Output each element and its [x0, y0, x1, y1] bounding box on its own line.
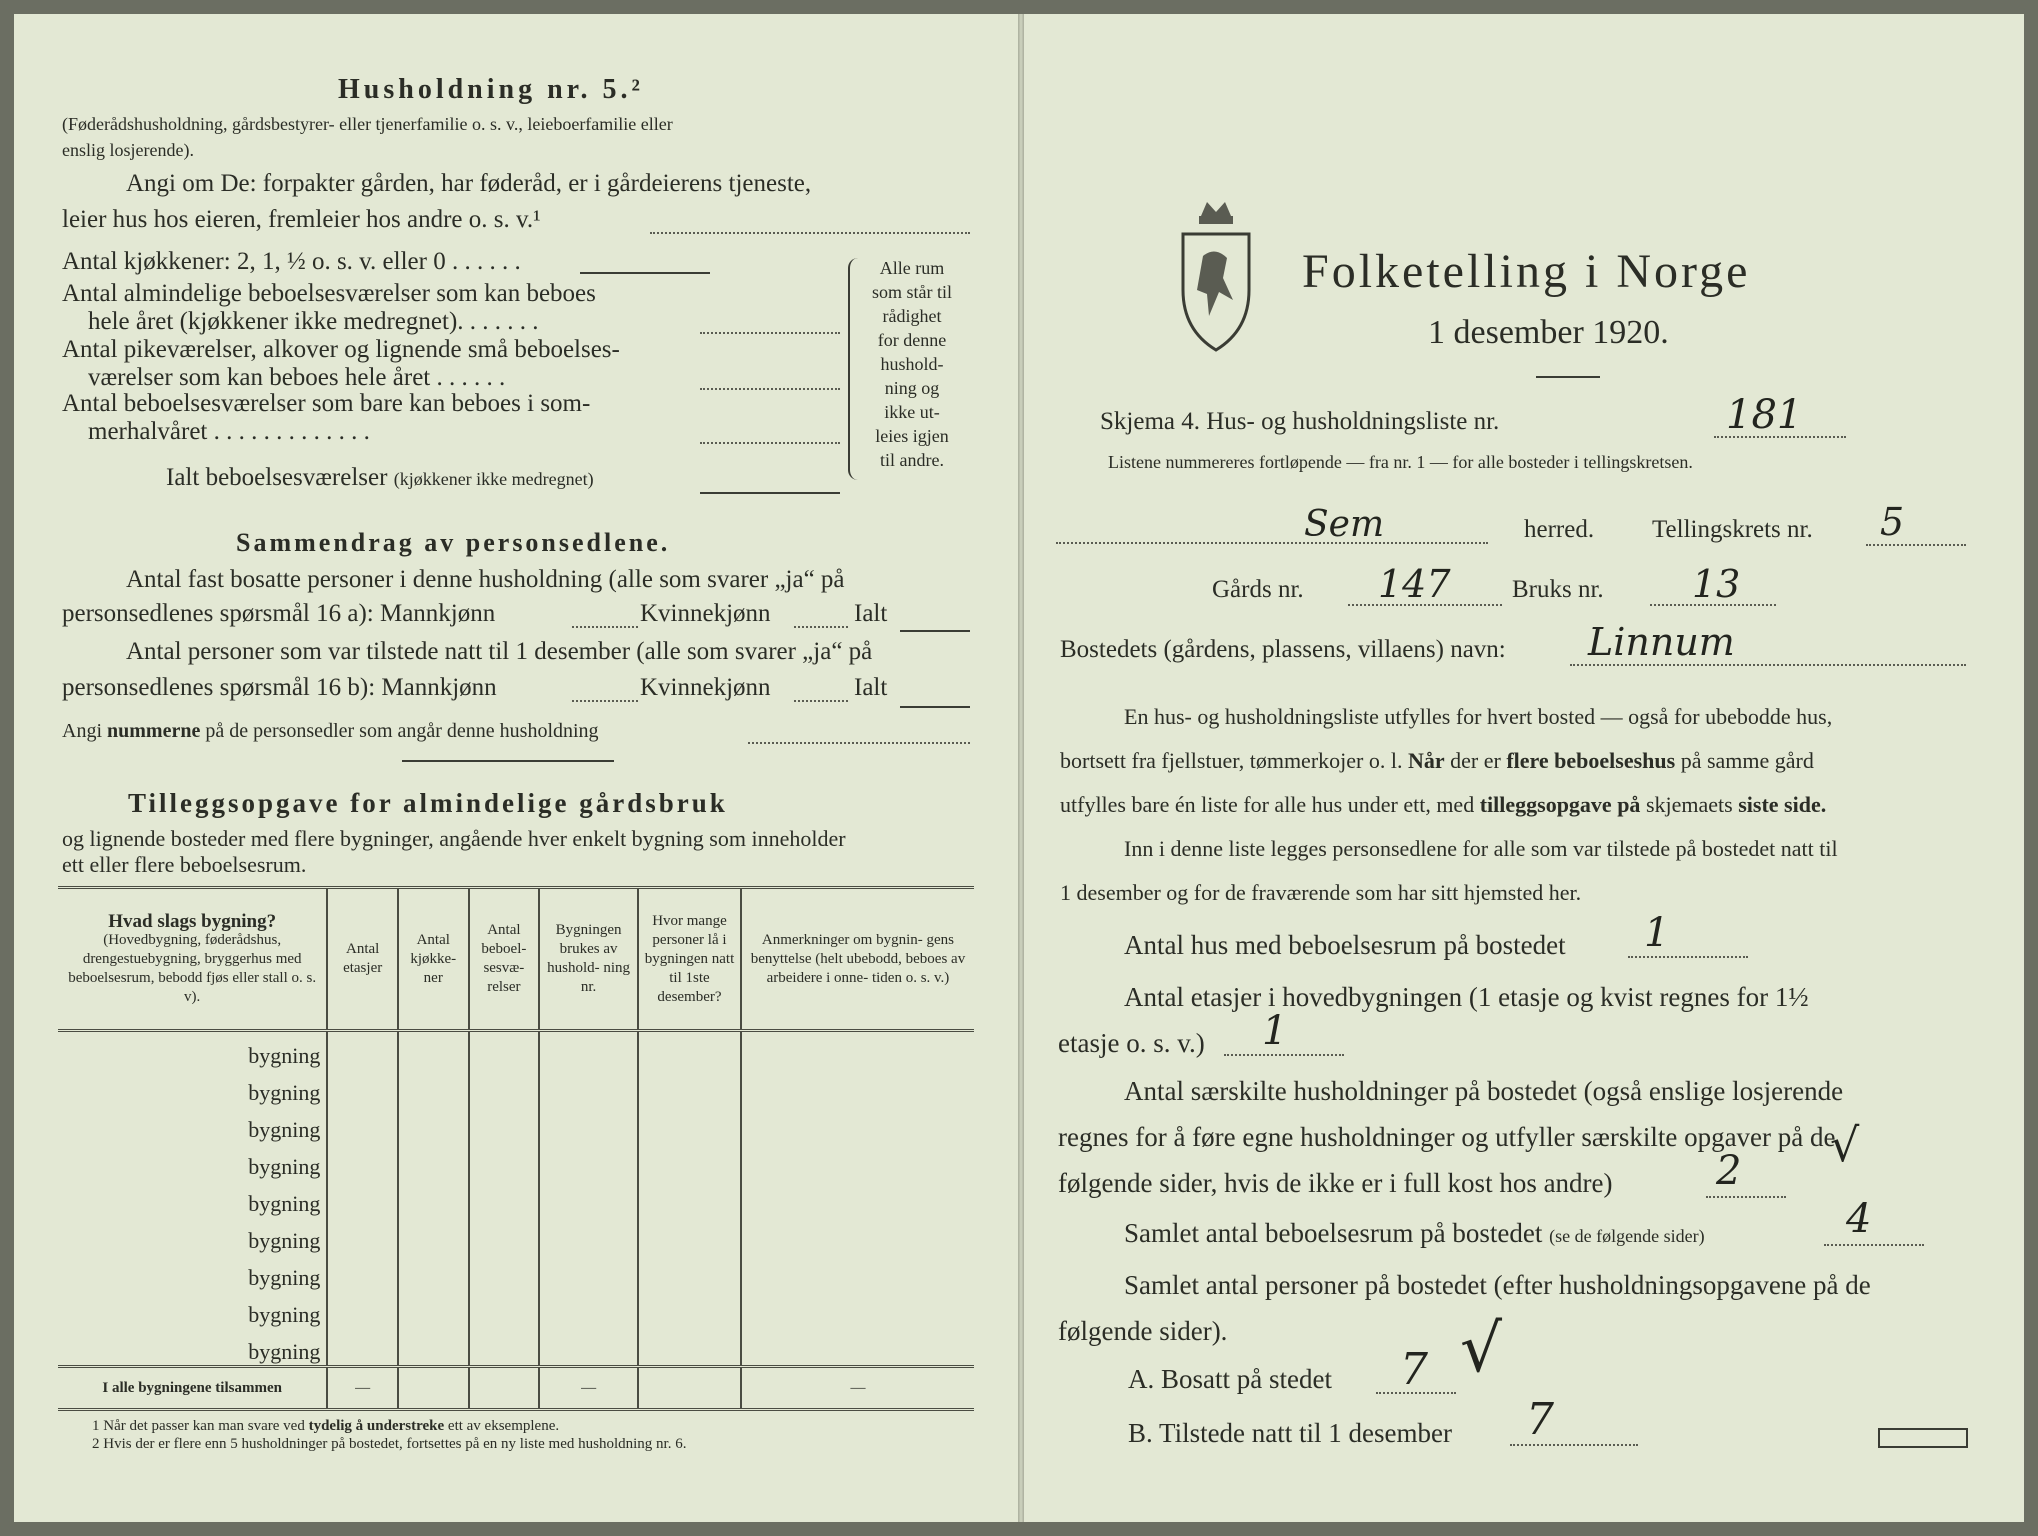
summary-residents-total-label: Ialt — [854, 600, 888, 627]
building-row-label: bygning — [248, 1154, 321, 1179]
household-cell[interactable] — [539, 1254, 638, 1291]
rooms-ordinary-label-2: hele året (kjøkkener ikke medregnet). . . . . . . — [88, 308, 539, 335]
household-cell[interactable] — [539, 1143, 638, 1180]
herred-field — [1056, 542, 1488, 544]
q-floors-line1: Antal etasjer i hovedbygningen (1 etasje og kvist regnes for 1½ — [1124, 982, 1809, 1012]
building-row — [58, 1254, 974, 1291]
list-number-field — [1714, 436, 1846, 438]
rooms-maid-label-1: Antal pikeværelser, alkover og lignende små beboelses- — [62, 336, 620, 363]
bruks-label: Bruks nr. — [1512, 576, 1604, 603]
section-divider — [402, 760, 614, 762]
footnote-1 — [92, 1418, 559, 1435]
rooms-maid-label-2: værelser som kan beboes hele året . . . . . . — [88, 364, 506, 391]
total-remarks: — — [741, 1367, 974, 1410]
rooms-cell[interactable] — [469, 1106, 540, 1143]
gards-label: Gårds nr. — [1212, 576, 1304, 603]
kitchens-cell[interactable] — [398, 1217, 469, 1254]
remarks-cell[interactable] — [741, 1254, 974, 1291]
para1-line3-bold: tilleggsopgave på — [1479, 792, 1641, 817]
list-number-value[interactable]: 181 — [1726, 392, 1803, 438]
building-row-label: bygning — [248, 1191, 321, 1216]
resident-value[interactable]: 7 — [1400, 1344, 1428, 1395]
title-divider — [1536, 376, 1600, 378]
kitchens-cell[interactable] — [398, 1106, 469, 1143]
summary-present-line2: personsedlenes spørsmål 16 b): Mannkjønn — [62, 674, 497, 701]
footnote-1-pre: 1 Når det passer kan man svare ved — [92, 1418, 305, 1434]
brace-note-line: for denne — [877, 330, 947, 350]
census-date: 1 desember 1920. — [1428, 314, 1669, 351]
listene-note: Listene nummereres fortløpende — fra nr. 1 — for alle bosteder i tellingskretsen. — [1108, 452, 1693, 472]
q-floors-field — [1224, 1054, 1344, 1056]
building-type-cell[interactable] — [58, 1217, 327, 1254]
brace-note-line: som står til — [872, 282, 952, 302]
angi-numbers-line — [62, 720, 599, 743]
kitchens-cell[interactable] — [398, 1031, 469, 1070]
q-households-line2: regnes for å føre egne husholdninger og utfyller særskilte opgaver på de — [1058, 1122, 1836, 1152]
header-kitchens: Antal kjøkke- ner — [398, 888, 469, 1031]
brace-note-line: til andre. — [880, 450, 944, 470]
household-cell[interactable] — [539, 1291, 638, 1328]
present-value[interactable]: 7 — [1526, 1394, 1554, 1445]
persons-cell[interactable] — [638, 1143, 741, 1180]
tillegg-line1: og lignende bosteder med flere bygninger, angående hver enkelt bygning som inneholder — [62, 826, 846, 851]
q-households-check: √ — [1830, 1118, 1860, 1172]
remarks-cell[interactable] — [741, 1069, 974, 1106]
header-floors: Antal etasjer — [327, 888, 398, 1031]
para1-line2-post: på samme gård — [1680, 748, 1814, 773]
floors-cell[interactable] — [327, 1031, 398, 1070]
persons-cell[interactable] — [638, 1106, 741, 1143]
header-rooms: Antal beboel- sesvæ- relser — [469, 888, 540, 1031]
brace-note-line: rådighet — [882, 306, 942, 326]
bosted-field — [1570, 664, 1966, 666]
rooms-cell[interactable] — [469, 1254, 540, 1291]
resident-check: √ — [1460, 1310, 1503, 1387]
para1-line3 — [1060, 792, 1826, 818]
footnote-1-bold: tydelig å understreke — [308, 1418, 445, 1434]
summary-title: Sammendrag av personsedlene. — [236, 528, 671, 557]
building-row — [58, 1328, 974, 1367]
angi-line2: leier hus hos eieren, fremleier hos andre o. s. v.¹ — [62, 206, 541, 233]
household-cell[interactable] — [539, 1180, 638, 1217]
bosted-label: Bostedets (gårdens, plassens, villaens) navn: — [1060, 636, 1506, 663]
building-type-cell[interactable] — [58, 1291, 327, 1328]
rooms-summer-label-2: merhalvåret . . . . . . . . . . . . . — [88, 418, 370, 445]
building-row — [58, 1069, 974, 1106]
header-remarks: Anmerkninger om bygnin- gens benyttelse (helt ubebodd, beboes av arbeidere i onne- tiden o. s. v.) — [741, 888, 974, 1031]
building-row-label: bygning — [248, 1302, 321, 1327]
building-row — [58, 1217, 974, 1254]
rooms-total-label — [166, 464, 594, 492]
building-row-label: bygning — [248, 1339, 321, 1364]
persons-cell[interactable] — [638, 1180, 741, 1217]
gards-value[interactable]: 147 — [1378, 562, 1451, 606]
brace-note-line: Alle rum — [879, 258, 945, 278]
para1-line3-mid: skjemaets — [1645, 792, 1733, 817]
kitchens-cell[interactable] — [398, 1254, 469, 1291]
persons-cell[interactable] — [638, 1291, 741, 1328]
coat-of-arms-icon — [1175, 198, 1257, 358]
household-cell[interactable] — [539, 1328, 638, 1367]
gards-field — [1348, 604, 1502, 606]
q-persons-line2: følgende sider). — [1058, 1316, 1228, 1346]
resident-field — [1376, 1392, 1456, 1394]
angi-fill-line[interactable] — [650, 232, 970, 234]
kitchens-cell[interactable] — [398, 1328, 469, 1367]
rooms-total-field[interactable] — [700, 492, 840, 494]
document-title: Folketelling i Norge — [1302, 245, 1751, 298]
rooms-cell[interactable] — [469, 1291, 540, 1328]
q-houses-field — [1628, 956, 1748, 958]
summary-residents-male-field[interactable] — [572, 626, 638, 628]
kitchens-cell[interactable] — [398, 1143, 469, 1180]
persons-cell[interactable] — [638, 1069, 741, 1106]
header-building-type-sub: (Hovedbygning, føderådshus, drengestuebygning, bryggerhus med beboelsesrum, bebodd fjøs eller stall o. s. v). — [68, 931, 317, 1005]
header-persons: Hvor mange personer lå i bygningen natt til 1ste desember? — [638, 888, 741, 1031]
present-field — [1510, 1444, 1638, 1446]
q-rooms-field — [1824, 1244, 1924, 1246]
remarks-cell[interactable] — [741, 1291, 974, 1328]
rooms-total-text: Ialt beboelsesværelser — [166, 464, 388, 491]
angi-numbers-post: på de personsedler som angår denne husholdning — [205, 720, 599, 742]
para2-line1: Inn i denne liste legges personsedlene for alle som var tilstede på bostedet natt til — [1124, 836, 1838, 861]
kitchens-cell[interactable] — [398, 1291, 469, 1328]
para1-line2 — [1060, 748, 1814, 774]
para1-line2-mid: der er — [1450, 748, 1501, 773]
bruks-field — [1650, 604, 1776, 606]
rooms-ordinary-label-1: Antal almindelige beboelsesværelser som kan beboes — [62, 280, 596, 307]
resident-label: A. Bosatt på stedet — [1128, 1364, 1332, 1394]
building-row — [58, 1106, 974, 1143]
building-row — [58, 1180, 974, 1217]
building-row — [58, 1291, 974, 1328]
household-note-line2: enslig losjerende). — [62, 140, 194, 160]
household-cell[interactable] — [539, 1217, 638, 1254]
remarks-cell[interactable] — [741, 1328, 974, 1367]
header-building-type-title: Hvad slags bygning? — [108, 910, 277, 932]
q-households-field — [1706, 1196, 1786, 1198]
floors-cell[interactable] — [327, 1254, 398, 1291]
building-row-label: bygning — [248, 1080, 321, 1105]
rooms-maid-field[interactable] — [700, 388, 840, 390]
remarks-cell[interactable] — [741, 1180, 974, 1217]
tellingskrets-label: Tellingskrets nr. — [1652, 516, 1813, 543]
rooms-cell[interactable] — [469, 1180, 540, 1217]
building-table — [58, 886, 974, 1411]
summary-residents-line2: personsedlenes spørsmål 16 a): Mannkjønn — [62, 600, 496, 627]
angi-numbers-field[interactable] — [748, 742, 970, 744]
building-row — [58, 1143, 974, 1180]
building-row-label: bygning — [248, 1228, 321, 1253]
q-floors-line2: etasje o. s. v.) — [1058, 1028, 1205, 1058]
rooms-kitchens-field[interactable] — [580, 272, 710, 274]
summary-residents-female-field[interactable] — [794, 626, 848, 628]
building-type-cell[interactable] — [58, 1180, 327, 1217]
bosted-value[interactable]: Linnum — [1588, 620, 1735, 664]
angi-numbers-bold: nummerne — [107, 720, 201, 742]
remarks-cell[interactable] — [741, 1143, 974, 1180]
building-total-row — [58, 1367, 974, 1410]
total-persons[interactable] — [638, 1367, 741, 1410]
building-type-cell[interactable] — [58, 1106, 327, 1143]
rooms-cell[interactable] — [469, 1143, 540, 1180]
floors-cell[interactable] — [327, 1069, 398, 1106]
summary-residents-line1: Antal fast bosatte personer i denne husholdning (alle som svarer „ja“ på — [126, 566, 845, 593]
angi-numbers-pre: Angi — [62, 720, 102, 742]
q-households-value[interactable]: 2 — [1716, 1148, 1742, 1194]
herred-value[interactable]: Sem — [1304, 504, 1385, 545]
remarks-cell[interactable] — [741, 1106, 974, 1143]
total-rooms[interactable] — [469, 1367, 540, 1410]
building-type-cell[interactable] — [58, 1069, 327, 1106]
para1-line2-bold1: Når — [1407, 748, 1445, 773]
q-persons-line1: Samlet antal personer på bostedet (efter husholdningsopgavene på de — [1124, 1270, 1871, 1300]
tillegg-line2: ett eller flere beboelsesrum. — [62, 852, 307, 877]
q-floors-value[interactable]: 1 — [1262, 1008, 1288, 1054]
persons-cell[interactable] — [638, 1254, 741, 1291]
floors-cell[interactable] — [327, 1328, 398, 1367]
household-cell[interactable] — [539, 1106, 638, 1143]
summary-residents-female-label: Kvinnekjønn — [640, 600, 771, 627]
total-label: I alle bygningene tilsammen — [58, 1367, 327, 1410]
summary-present-total-label: Ialt — [854, 674, 888, 701]
angi-line1: Angi om De: forpakter gården, har føderåd, er i gårdeierens tjeneste, — [126, 170, 812, 197]
household-title: Husholdning nr. 5.² — [338, 74, 644, 105]
summary-present-female-label: Kvinnekjønn — [640, 674, 771, 701]
q-households-line1: Antal særskilte husholdninger på bostedet (også enslige losjerende — [1124, 1076, 1844, 1106]
rooms-cell[interactable] — [469, 1069, 540, 1106]
persons-cell[interactable] — [638, 1328, 741, 1367]
bruks-value[interactable]: 13 — [1692, 562, 1741, 606]
floors-cell[interactable] — [327, 1143, 398, 1180]
present-label: B. Tilstede natt til 1 desember — [1128, 1418, 1452, 1448]
q-rooms-value[interactable]: 4 — [1846, 1196, 1872, 1242]
building-rows — [58, 1031, 974, 1367]
rooms-summer-field[interactable] — [700, 442, 840, 444]
summary-present-line1: Antal personer som var tilstede natt til 1 desember (alle som svarer „ja“ på — [126, 638, 873, 665]
para2-line2: 1 desember og for de fraværende som har sitt hjemsted her. — [1060, 880, 1582, 905]
page-fold — [1018, 14, 1024, 1522]
q-rooms-text: Samlet antal beboelsesrum på bostedet — [1124, 1218, 1543, 1248]
floors-cell[interactable] — [327, 1291, 398, 1328]
q-households-line3: følgende sider, hvis de ikke er i full kost hos andre) — [1058, 1168, 1613, 1198]
q-rooms-label — [1124, 1218, 1705, 1249]
para1-line3-bold2: siste side. — [1738, 792, 1827, 817]
header-household-no: Bygningen brukes av hushold- ning nr. — [539, 888, 638, 1031]
para1-line1: En hus- og husholdningsliste utfylles for hvert bosted — også for ubebodde hus, — [1124, 704, 1833, 729]
brace-note-line: hushold- — [880, 354, 944, 374]
floors-cell[interactable] — [327, 1180, 398, 1217]
total-household: — — [539, 1367, 638, 1410]
brace-note-line: ning og — [884, 378, 940, 398]
brace-note-line: leies igjen — [875, 426, 949, 446]
building-type-cell[interactable] — [58, 1254, 327, 1291]
footnote-2: 2 Hvis der er flere enn 5 husholdninger på bostedet, fortsettes på en ny liste med husholdning nr. 6. — [92, 1436, 687, 1452]
total-floors: — — [327, 1367, 398, 1410]
q-houses-label: Antal hus med beboelsesrum på bostedet — [1124, 930, 1566, 960]
kitchens-cell[interactable] — [398, 1180, 469, 1217]
rooms-cell[interactable] — [469, 1328, 540, 1367]
building-row — [58, 1031, 974, 1070]
header-building-type — [58, 888, 327, 1031]
rooms-cell[interactable] — [469, 1217, 540, 1254]
remarks-cell[interactable] — [741, 1031, 974, 1070]
building-row-label: bygning — [248, 1043, 321, 1068]
rooms-kitchens-label: Antal kjøkkener: 2, 1, ½ o. s. v. eller 0 . . . . . . — [62, 248, 521, 275]
building-type-cell[interactable] — [58, 1328, 327, 1367]
summary-residents-total-field[interactable] — [900, 630, 970, 632]
para1-line2-bold2: flere beboelseshus — [1506, 748, 1676, 773]
tellingskrets-field — [1866, 544, 1966, 546]
skjema-label: Skjema 4. Hus- og husholdningsliste nr. — [1100, 408, 1500, 435]
building-row-label: bygning — [248, 1265, 321, 1290]
rooms-total-note: (kjøkkener ikke medregnet) — [393, 469, 594, 489]
q-rooms-note: (se de følgende sider) — [1549, 1226, 1705, 1246]
herred-label: herred. — [1524, 516, 1595, 543]
floors-cell[interactable] — [327, 1217, 398, 1254]
para1-line2-pre: bortsett fra fjellstuer, tømmerkojer o. l. — [1060, 748, 1403, 773]
total-kitchens[interactable] — [398, 1367, 469, 1410]
printer-stamp — [1878, 1428, 1968, 1448]
persons-cell[interactable] — [638, 1217, 741, 1254]
summary-present-total-field[interactable] — [900, 706, 970, 708]
tellingskrets-value[interactable]: 5 — [1880, 500, 1905, 544]
household-note-line1: (Føderådshusholdning, gårdsbestyrer- eller tjenerfamilie o. s. v., leieboerfamilie eller — [62, 114, 673, 134]
rooms-summer-label-1: Antal beboelsesværelser som bare kan beboes i som- — [62, 390, 591, 417]
tillegg-title: Tilleggsopgave for almindelige gårdsbruk — [128, 788, 728, 818]
summary-present-female-field[interactable] — [794, 700, 848, 702]
floors-cell[interactable] — [327, 1106, 398, 1143]
building-type-cell[interactable] — [58, 1031, 327, 1070]
q-houses-value[interactable]: 1 — [1644, 910, 1670, 956]
kitchens-cell[interactable] — [398, 1069, 469, 1106]
brace-note — [862, 256, 962, 472]
building-type-cell[interactable] — [58, 1143, 327, 1180]
rooms-ordinary-field[interactable] — [700, 332, 840, 334]
household-cell[interactable] — [539, 1069, 638, 1106]
persons-cell[interactable] — [638, 1031, 741, 1070]
remarks-cell[interactable] — [741, 1217, 974, 1254]
rooms-cell[interactable] — [469, 1031, 540, 1070]
building-row-label: bygning — [248, 1117, 321, 1142]
summary-present-male-field[interactable] — [572, 700, 638, 702]
household-cell[interactable] — [539, 1031, 638, 1070]
building-table-header — [58, 888, 974, 1031]
footnote-1-post: ett av eksemplene. — [447, 1418, 560, 1434]
para1-line3-pre: utfylles bare én liste for alle hus under ett, med — [1060, 792, 1475, 817]
brace-note-line: ikke ut- — [884, 402, 940, 422]
